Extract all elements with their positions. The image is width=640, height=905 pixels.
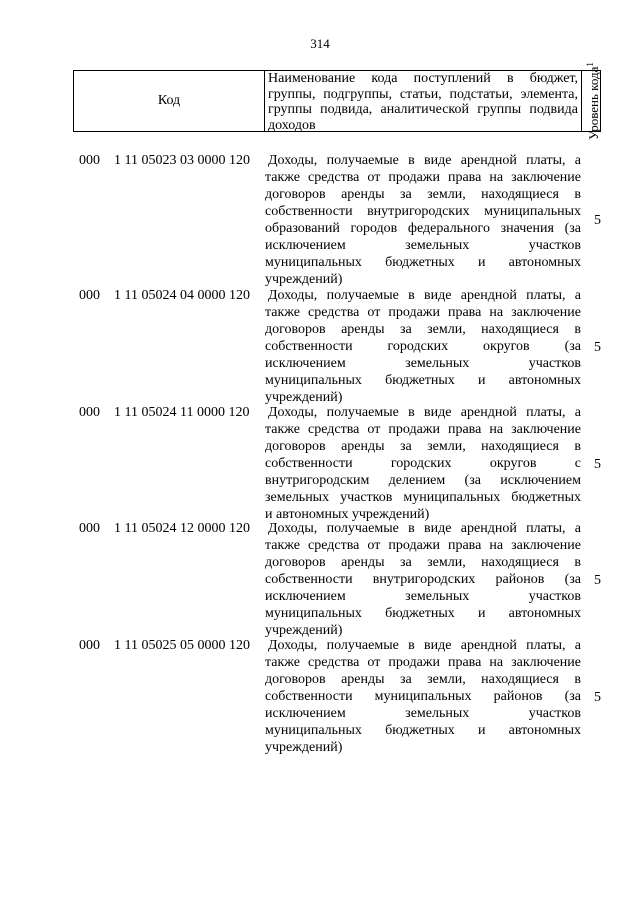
row-code-prefix: 000: [79, 638, 100, 653]
header-name-column: Наименование кода поступлений в бюджет, группы, подгруппы, статьи, подстатьи, элемента, группы подвида, аналитической группы подвида доходов: [265, 71, 582, 131]
header-level-footnote: 1: [584, 62, 595, 67]
description-line: Доходы, получаемые в виде арендной платы, а: [268, 153, 581, 168]
row-code: 1 11 05025 05 0000 120: [114, 638, 250, 653]
description-line: и автономных учреждений): [265, 507, 430, 522]
description-line: внутригородским делением (за исключением: [265, 473, 581, 488]
row-level: 5: [594, 573, 601, 588]
description-line: Доходы, получаемые в виде арендной платы, а: [268, 405, 581, 420]
description-line: земельных участков муниципальных бюджетных: [265, 490, 581, 505]
description-line: образований городов федерального значения (за: [265, 221, 581, 236]
description-line: исключением земельных участков: [265, 706, 581, 721]
description-line: муниципальных бюджетных и автономных: [265, 373, 581, 388]
row-code: 1 11 05023 03 0000 120: [114, 153, 250, 168]
description-line: муниципальных бюджетных и автономных: [265, 606, 581, 621]
row-code: 1 11 05024 12 0000 120: [114, 521, 250, 536]
description-line: учреждений): [265, 740, 343, 755]
description-line: собственности городских округов с: [265, 456, 581, 471]
row-code-prefix: 000: [79, 153, 100, 168]
row-code-prefix: 000: [79, 288, 100, 303]
description-line: Доходы, получаемые в виде арендной платы, а: [268, 288, 581, 303]
row-code-prefix: 000: [79, 521, 100, 536]
description-line: договоров аренды за земли, находящиеся в: [265, 555, 581, 570]
description-line: договоров аренды за земли, находящиеся в: [265, 187, 581, 202]
description-line: Доходы, получаемые в виде арендной платы, а: [268, 638, 581, 653]
table-header: [73, 62, 601, 140]
description-line: также средства от продажи права на заключение: [265, 422, 581, 437]
row-description: [265, 637, 581, 756]
description-line: учреждений): [265, 390, 343, 405]
row-level: 5: [594, 690, 601, 705]
description-line: собственности внутригородских районов (за: [265, 572, 581, 587]
row-description: [265, 404, 581, 523]
description-line: Доходы, получаемые в виде арендной платы, а: [268, 521, 581, 536]
row-level: 5: [594, 340, 601, 355]
description-line: договоров аренды за земли, находящиеся в: [265, 439, 581, 454]
description-line: собственности муниципальных районов (за: [265, 689, 581, 704]
row-level: 5: [594, 457, 601, 472]
description-line: также средства от продажи права на заключение: [265, 305, 581, 320]
description-line: исключением земельных участков: [265, 589, 581, 604]
description-line: также средства от продажи права на заключение: [265, 538, 581, 553]
page-number: 314: [310, 36, 330, 51]
row-level: 5: [594, 213, 601, 228]
description-line: договоров аренды за земли, находящиеся в: [265, 322, 581, 337]
description-line: собственности городских округов (за: [265, 339, 581, 354]
header-level-column: [582, 62, 601, 140]
description-line: договоров аренды за земли, находящиеся в: [265, 672, 581, 687]
description-line: исключением земельных участков: [265, 356, 581, 371]
description-line: муниципальных бюджетных и автономных: [265, 255, 581, 270]
header-code-column: Код: [74, 71, 265, 131]
description-line: исключением земельных участков: [265, 238, 581, 253]
description-line: учреждений): [265, 623, 343, 638]
header-level-label: Уровень кода$^1$: [584, 62, 601, 140]
description-line: собственности внутригородских муниципальных: [265, 204, 581, 219]
row-code-prefix: 000: [79, 405, 100, 420]
row-code: 1 11 05024 04 0000 120: [114, 288, 250, 303]
row-description: [265, 152, 581, 288]
description-line: муниципальных бюджетных и автономных: [265, 723, 581, 738]
description-line: учреждений): [265, 272, 343, 287]
row-code: 1 11 05024 11 0000 120: [114, 405, 250, 420]
description-line: также средства от продажи права на заключение: [265, 170, 581, 185]
row-description: [265, 287, 581, 406]
description-line: также средства от продажи права на заключение: [265, 655, 581, 670]
row-description: [265, 520, 581, 639]
